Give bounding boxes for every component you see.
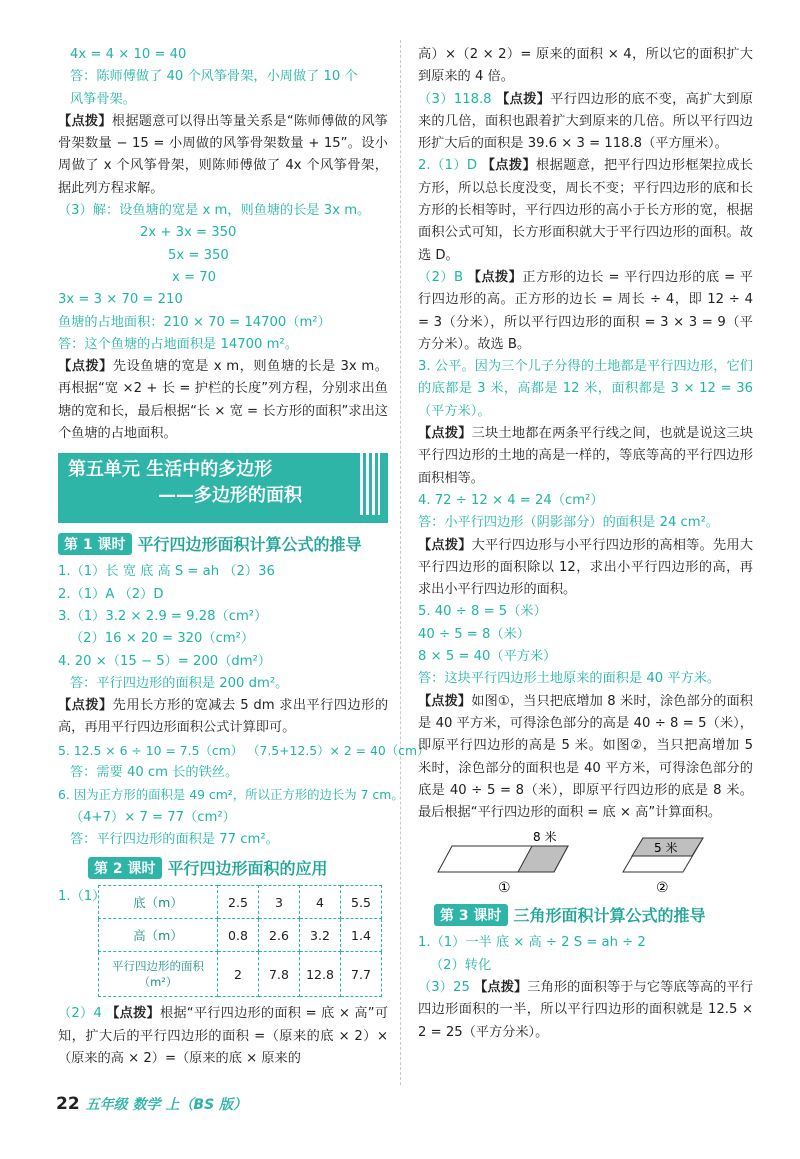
tip-tag: 【点拨】 — [418, 537, 472, 553]
unit-title: 第五单元 生活中的多边形 — [68, 459, 273, 481]
figure-1 — [438, 846, 568, 872]
table-cell: 2.6 — [259, 919, 300, 952]
lesson-heading — [58, 533, 388, 557]
row-header: 高（m） — [99, 919, 218, 952]
column-divider — [400, 40, 401, 1085]
tip-tag: 【点拨】 — [58, 359, 113, 375]
table-cell: 5.5 — [341, 886, 382, 919]
lesson-heading — [418, 904, 753, 928]
unit-banner — [58, 453, 388, 523]
tip-paragraph — [418, 155, 753, 266]
tip-text: 三块土地都在两条平行线之间，也就是说这三块平行四边形的土地的高是一样的，等底等高的平行四边形面积相等。 — [418, 426, 754, 486]
table-cell: 0.8 — [218, 919, 259, 952]
table-cell: 3.2 — [300, 919, 341, 952]
right-column — [418, 44, 753, 1044]
answer-table-block — [58, 885, 388, 997]
answer-line: 答：陈师傅做了 40 个风筝骨架，小周做了 10 个 — [70, 69, 358, 85]
answer-line: 6. 因为正方形的面积是 49 cm²，所以正方形的边长为 7 cm。 — [58, 787, 404, 803]
equation-line: 5x = 350 — [168, 247, 229, 263]
tip-text: 根据题意，把平行四边形框架拉成长方形，所以总长度没变，周长不变；平行四边形的底和长方形的长相等时，平行四边形的高小于长方形的宽，根据面积公式可知，长方形面积就大于平行四边形的面积。故选 D。 — [418, 158, 753, 263]
table-label: 1.（1） — [58, 889, 106, 905]
tip-text: 先设鱼塘的宽是 x m，则鱼塘的长是 3x m。再根据“宽 ×2 + 长 = 护栏的长度”列方程，分别求出鱼塘的宽和长，最后根据“长 × 宽 = 长方形的面积”求出这个鱼塘的占地面积。 — [58, 359, 388, 442]
table-cell: 1.4 — [341, 919, 382, 952]
tip-tag: 【点拨】 — [467, 269, 523, 285]
answer-line: 1.（1）一半 底 × 高 ÷ 2 S = ah ÷ 2 — [418, 935, 646, 951]
tip-paragraph — [418, 977, 753, 1044]
solution-line: （3）解：设鱼塘的宽是 x m，则鱼塘的长是 3x m。 — [58, 203, 371, 219]
table-row — [99, 886, 382, 919]
lesson-heading — [58, 857, 388, 881]
figure-2-label: 5 米 — [654, 841, 678, 856]
tip-paragraph — [58, 356, 388, 445]
tip-tag: 【点拨】 — [418, 426, 472, 442]
tip-tag: 【点拨】 — [481, 158, 537, 174]
lesson-tag: 第 2 课时 — [88, 857, 162, 879]
table-cell: 12.8 — [300, 952, 341, 997]
answer-line: 答：小平行四边形（阴影部分）的面积是 24 cm²。 — [418, 515, 720, 531]
tip-text: 大平行四边形与小平行四边形的高相等。先用大平行四边形的面积除以 12，求出小平行四边形的高，再求出小平行四边形的面积。 — [418, 537, 754, 598]
tip-paragraph — [418, 423, 753, 490]
table-row — [99, 919, 382, 952]
answer-head: 2.（1）D — [418, 158, 478, 174]
equation-line: 4x = 4 × 10 = 40 — [70, 47, 187, 62]
answer-line: 答：平行四边形的面积是 77 cm²。 — [70, 831, 279, 847]
answer-line: 4. 20 ×（15 − 5）= 200（dm²） — [58, 653, 272, 669]
tip-tag: 【点拨】 — [106, 1006, 160, 1022]
answer-line: （4+7）× 7 = 77（cm²） — [70, 809, 236, 825]
answer-head: （2）4 — [58, 1006, 102, 1022]
figure-1-number: ① — [498, 880, 511, 897]
answer-line: 40 ÷ 5 = 8（米） — [418, 626, 530, 642]
figure-1-label: 8 米 — [533, 830, 557, 845]
answer-line: 1.（1）长 宽 底 高 S = ah （2）36 — [58, 564, 275, 580]
tip-text: 根据“平行四边形的面积 = 底 × 高”可知，扩大后的平行四边形的面积 =（原来的底 × 2）×（原来的高 × 2）=（原来的底 × 原来的 — [58, 1006, 389, 1066]
tip-tag: 【点拨】 — [418, 693, 472, 709]
table-row — [99, 952, 382, 997]
table-cell: 7.7 — [341, 952, 382, 997]
answer-line: 8 × 5 = 40（平方米） — [418, 649, 557, 665]
answer-line: 风筝骨架。 — [70, 91, 136, 107]
tip-continuation: 高）×（2 × 2）= 原来的面积 × 4，所以它的面积扩大到原来的 4 倍。 — [418, 47, 753, 85]
tip-paragraph — [418, 691, 753, 825]
parallelogram-figures — [418, 828, 753, 898]
lesson-tag: 第 3 课时 — [434, 904, 508, 926]
tip-text: 根据题意可以得出等量关系是“陈师傅做的风筝骨架数量 − 15 = 小周做的风筝骨架数量 + 15”。设小周做了 x 个风筝骨架，则陈师傅做了 4x 个风筝骨架，据此列方程求解。 — [58, 113, 388, 196]
page-footer — [56, 1094, 247, 1114]
tip-tag: 【点拨】 — [474, 979, 528, 995]
page-number: 22 — [56, 1094, 80, 1114]
unit-subtitle: ——多边形的面积 — [158, 485, 302, 507]
table-cell: 3 — [259, 886, 300, 919]
tip-paragraph — [58, 695, 388, 740]
tip-paragraph — [58, 111, 388, 200]
left-column — [58, 44, 430, 1070]
tip-text: 三角形的面积等于与它等底等高的平行四边形面积的一半，所以平行四边形的面积就是 12.5 × 2 = 25（平方分米）。 — [418, 979, 754, 1040]
shaded-region — [518, 846, 568, 872]
answer-head: （3）118.8 — [418, 91, 492, 107]
lesson-title: 三角形面积计算公式的推导 — [513, 906, 706, 926]
answer-line: 3.（1）3.2 × 2.9 = 9.28（cm²） — [58, 608, 268, 624]
footer-brand: 五年级 数学 上（BS 版） — [85, 1097, 248, 1113]
equation-line: 2x + 3x = 350 — [140, 225, 237, 241]
answer-line: 5. 12.5 × 6 ÷ 10 = 7.5（cm） （7.5+12.5）× 2 = 40（cm） — [58, 742, 430, 758]
answer-paragraph: 3. 公平。因为三个儿子分得的土地都是平行四边形，它们的底都是 3 米，高都是 12 米，面积都是 3 × 12 = 36（平方米）。 — [418, 359, 753, 419]
table-cell: 2.5 — [218, 886, 259, 919]
equation-line: 鱼塘的占地面积：210 × 70 = 14700（m²） — [58, 314, 331, 330]
tip-paragraph — [418, 267, 753, 356]
answer-line: 答：这块平行四边形土地原来的面积是 40 平方米。 — [418, 671, 721, 687]
answer-head: （2）B — [418, 269, 464, 285]
tip-tag: 【点拨】 — [496, 91, 551, 107]
figures — [418, 828, 753, 898]
answer-line: （2）转化 — [430, 957, 492, 973]
row-header: 平行四边形的面积（m²） — [99, 952, 218, 997]
lesson-title: 平行四边形面积计算公式的推导 — [137, 535, 362, 555]
figure-2-number: ② — [656, 880, 669, 897]
tip-tag: 【点拨】 — [58, 113, 112, 129]
answer-line: 答：需要 40 cm 长的铁丝。 — [70, 765, 239, 781]
row-header: 底（m） — [99, 886, 218, 919]
answer-line: 答：这个鱼塘的占地面积是 14700 m²。 — [58, 336, 298, 352]
answer-line: 5. 40 ÷ 8 = 5（米） — [418, 604, 547, 620]
tip-paragraph — [58, 1003, 388, 1070]
table-cell: 2 — [218, 952, 259, 997]
lesson-title: 平行四边形面积的应用 — [167, 859, 328, 879]
answer-line: 4. 72 ÷ 12 × 4 = 24（cm²） — [418, 492, 604, 508]
answer-line: （2）16 × 20 = 320（cm²） — [70, 631, 255, 647]
tip-paragraph — [418, 89, 753, 156]
tip-text: 正方形的边长 = 平行四边形的底 = 平行四边形的高。正方形的边长 = 周长 ÷ 4，即 12 ÷ 4 = 3（分米），所以平行四边形的面积 = 3 × 3 = 9（平方分米）。故选 B。 — [418, 269, 753, 352]
answer-head: （3）25 — [418, 979, 470, 995]
answer-table — [98, 885, 382, 997]
answer-line: 2.（1）A （2）D — [58, 586, 164, 602]
answer-line: 答：平行四边形的面积是 200 dm²。 — [70, 675, 289, 691]
tip-text: 平行四边形的底不变，高扩大到原来的几倍，面积也跟着扩大到原来的几倍。所以平行四边形扩大后的面积是 39.6 × 3 = 118.8（平方厘米）。 — [418, 91, 753, 152]
equation-line: x = 70 — [172, 269, 217, 285]
tip-text: 先用长方形的宽减去 5 dm 求出平行四边形的高，再用平行四边形面积公式计算即可。 — [58, 698, 389, 736]
tip-text: 如图①，当只把底增加 8 米时，涂色部分的面积是 40 平方米，可得涂色部分的高是 40 ÷ 8 = 5（米），即原平行四边形的高是 5 米。如图②，当只把高增加 5 米时，涂色部分的面积也是 40 平方米，可得涂色部分的底是 40 ÷ 5 = 8（米），即原平行四边形的底是 8 米。最后根据“平行四边形的面积 = 底 × 高”计算面积。 — [418, 693, 753, 821]
equation-line: 3x = 3 × 70 = 210 — [58, 292, 183, 308]
tip-tag: 【点拨】 — [58, 698, 113, 714]
table-cell: 4 — [300, 886, 341, 919]
lesson-tag: 第 1 课时 — [58, 533, 132, 555]
table-cell: 7.8 — [259, 952, 300, 997]
banner-stripes — [360, 453, 380, 515]
tip-paragraph — [418, 535, 753, 602]
